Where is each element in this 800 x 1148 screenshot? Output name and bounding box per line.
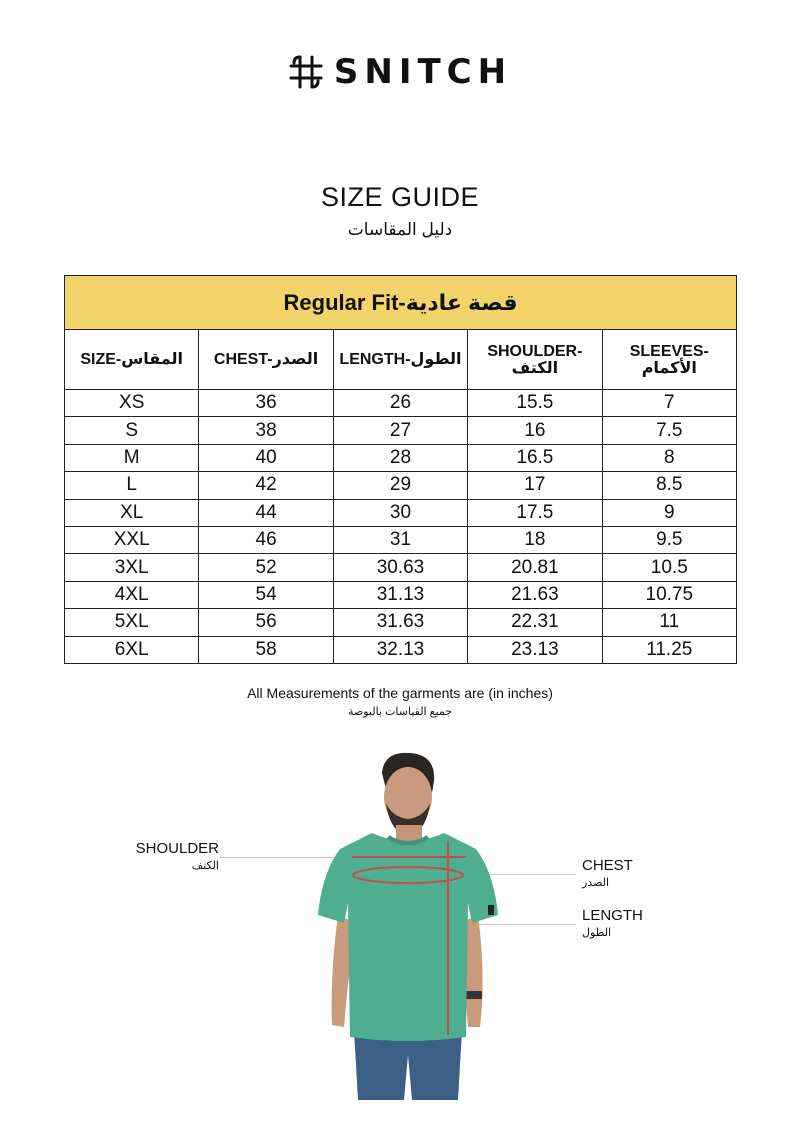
table-cell: 29 — [333, 472, 467, 499]
sleeve-tag — [488, 905, 494, 915]
table-cell: 30.63 — [333, 554, 467, 581]
length-label-en: LENGTH — [582, 907, 643, 924]
table-cell: 9.5 — [602, 526, 736, 553]
table-cell: 20.81 — [468, 554, 602, 581]
fit-label: Regular Fit-قصة عادية — [65, 276, 737, 330]
column-header-4 — [602, 330, 736, 390]
table-cell: 27 — [333, 417, 467, 444]
table-row — [65, 609, 737, 636]
column-header-line1: CHEST-الصدر — [213, 351, 319, 368]
table-cell: 3XL — [65, 554, 199, 581]
brand-logo — [0, 52, 800, 92]
shoulder-label — [133, 840, 219, 872]
table-cell: 31.13 — [333, 581, 467, 608]
table-row — [65, 526, 737, 553]
table-cell: 56 — [199, 609, 333, 636]
table-cell: 26 — [333, 390, 467, 417]
table-cell: S — [65, 417, 199, 444]
table-cell: 10.75 — [602, 581, 736, 608]
table-cell: 54 — [199, 581, 333, 608]
table-cell: 16 — [468, 417, 602, 444]
model-illustration — [300, 745, 510, 1105]
table-cell: 15.5 — [468, 390, 602, 417]
table-cell: XXL — [65, 526, 199, 553]
size-table — [64, 275, 737, 664]
table-cell: 32.13 — [333, 636, 467, 663]
column-header-line2: الأكمام — [641, 359, 697, 377]
hashtag-knot-icon — [288, 54, 324, 90]
chest-label — [582, 857, 633, 889]
table-cell: 18 — [468, 526, 602, 553]
length-label — [582, 907, 643, 939]
table-row — [65, 417, 737, 444]
table-cell: 42 — [199, 472, 333, 499]
column-header-line1: LENGTH-الطول — [339, 351, 462, 368]
brand-name: SNITCH — [333, 52, 513, 92]
table-cell: XL — [65, 499, 199, 526]
table-cell: M — [65, 444, 199, 471]
table-body — [65, 390, 737, 664]
model-watch — [466, 991, 482, 999]
table-cell: 23.13 — [468, 636, 602, 663]
table-cell: 30 — [333, 499, 467, 526]
table-row — [65, 554, 737, 581]
table-cell: 5XL — [65, 609, 199, 636]
page-title: SIZE GUIDE — [320, 182, 480, 212]
table-cell: 10.5 — [602, 554, 736, 581]
table-cell: 38 — [199, 417, 333, 444]
table-cell: 31.63 — [333, 609, 467, 636]
column-header-line2: الكتف — [511, 359, 559, 377]
table-cell: 28 — [333, 444, 467, 471]
table-row — [65, 390, 737, 417]
table-cell: 17 — [468, 472, 602, 499]
table-cell: 11.25 — [602, 636, 736, 663]
table-row — [65, 636, 737, 663]
chest-label-ar: الصدر — [582, 877, 610, 889]
column-headers — [65, 330, 737, 390]
measurement-note-arabic: جميع القياسات بالبوصة — [347, 706, 453, 718]
length-label-ar: الطول — [582, 927, 612, 939]
table-cell: 7.5 — [602, 417, 736, 444]
table-cell: 44 — [199, 499, 333, 526]
table-cell: 9 — [602, 499, 736, 526]
table-cell: 11 — [602, 609, 736, 636]
chest-label-en: CHEST — [582, 857, 633, 874]
table-cell: 22.31 — [468, 609, 602, 636]
table-cell: 36 — [199, 390, 333, 417]
column-header-line1: SHOULDER- — [487, 342, 583, 360]
table-cell: 17.5 — [468, 499, 602, 526]
table-cell: 8.5 — [602, 472, 736, 499]
table-cell: 4XL — [65, 581, 199, 608]
table-cell: XS — [65, 390, 199, 417]
column-header-3 — [468, 330, 602, 390]
model-neck — [396, 825, 422, 841]
measurement-note: All Measurements of the garments are (in inches) — [247, 685, 553, 701]
table-cell: 16.5 — [468, 444, 602, 471]
shoulder-label-ar: الكتف — [191, 860, 219, 872]
column-header-1 — [199, 330, 333, 390]
table-row — [65, 444, 737, 471]
table-cell: 40 — [199, 444, 333, 471]
table-cell: 52 — [199, 554, 333, 581]
column-header-2 — [333, 330, 467, 390]
page-title-arabic: دليل المقاسات — [347, 220, 453, 239]
table-cell: L — [65, 472, 199, 499]
table-cell: 46 — [199, 526, 333, 553]
shoulder-label-en: SHOULDER — [135, 840, 219, 857]
table-row — [65, 499, 737, 526]
table-row — [65, 581, 737, 608]
table-cell: 7 — [602, 390, 736, 417]
table-cell: 21.63 — [468, 581, 602, 608]
table-cell: 6XL — [65, 636, 199, 663]
table-cell: 8 — [602, 444, 736, 471]
table-row — [65, 472, 737, 499]
column-header-line1: SLEEVES- — [629, 342, 709, 360]
table-cell: 58 — [199, 636, 333, 663]
column-header-line1: SIZE-المقاس — [80, 351, 184, 368]
column-header-0 — [65, 330, 199, 390]
table-cell: 31 — [333, 526, 467, 553]
